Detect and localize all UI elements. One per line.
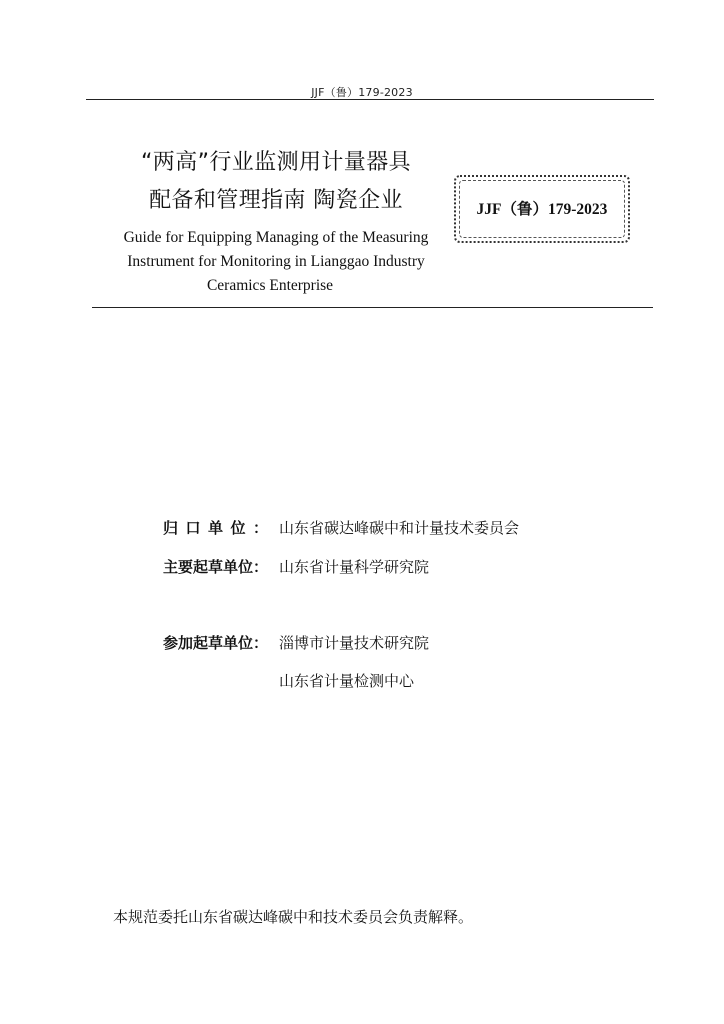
title-rule — [92, 307, 653, 308]
main-drafter-row — [163, 557, 429, 577]
participant-drafter-row-2 — [279, 671, 414, 691]
participant-drafter-value-1: 淄博市计量技术研究院 — [279, 634, 430, 652]
footer-note: 本规范委托山东省碳达峰碳中和技术委员会负责解释。 — [113, 908, 474, 926]
title-en-line2: Instrument for Monitoring in Lianggao Industry — [127, 253, 425, 270]
title-zh-line2: 配备和管理指南 陶瓷企业 — [149, 188, 403, 213]
running-header: JJF（鲁）179-2023 — [311, 86, 413, 99]
participant-drafter-label: 参加起草单位： — [163, 634, 269, 652]
title-en-line1: Guide for Equipping Managing of the Measuring — [123, 229, 429, 246]
participant-drafter-value-2: 山东省计量检测中心 — [279, 672, 415, 690]
participant-drafter-row — [163, 633, 429, 653]
main-drafter-value: 山东省计量科学研究院 — [279, 558, 430, 576]
title-en-line3: Ceramics Enterprise — [206, 277, 334, 294]
header-rule — [86, 99, 654, 100]
title-zh-line1: “两高”行业监测用计量器具 — [141, 150, 411, 175]
standard-code-box — [454, 175, 630, 243]
main-drafter-label: 主要起草单位： — [163, 558, 269, 576]
standard-code: JJF（鲁）179-2023 — [476, 201, 608, 218]
responsible-unit-value: 山东省碳达峰碳中和计量技术委员会 — [279, 519, 520, 537]
responsible-unit-label: 归口单位： — [163, 519, 276, 537]
responsible-unit-row — [163, 518, 519, 538]
